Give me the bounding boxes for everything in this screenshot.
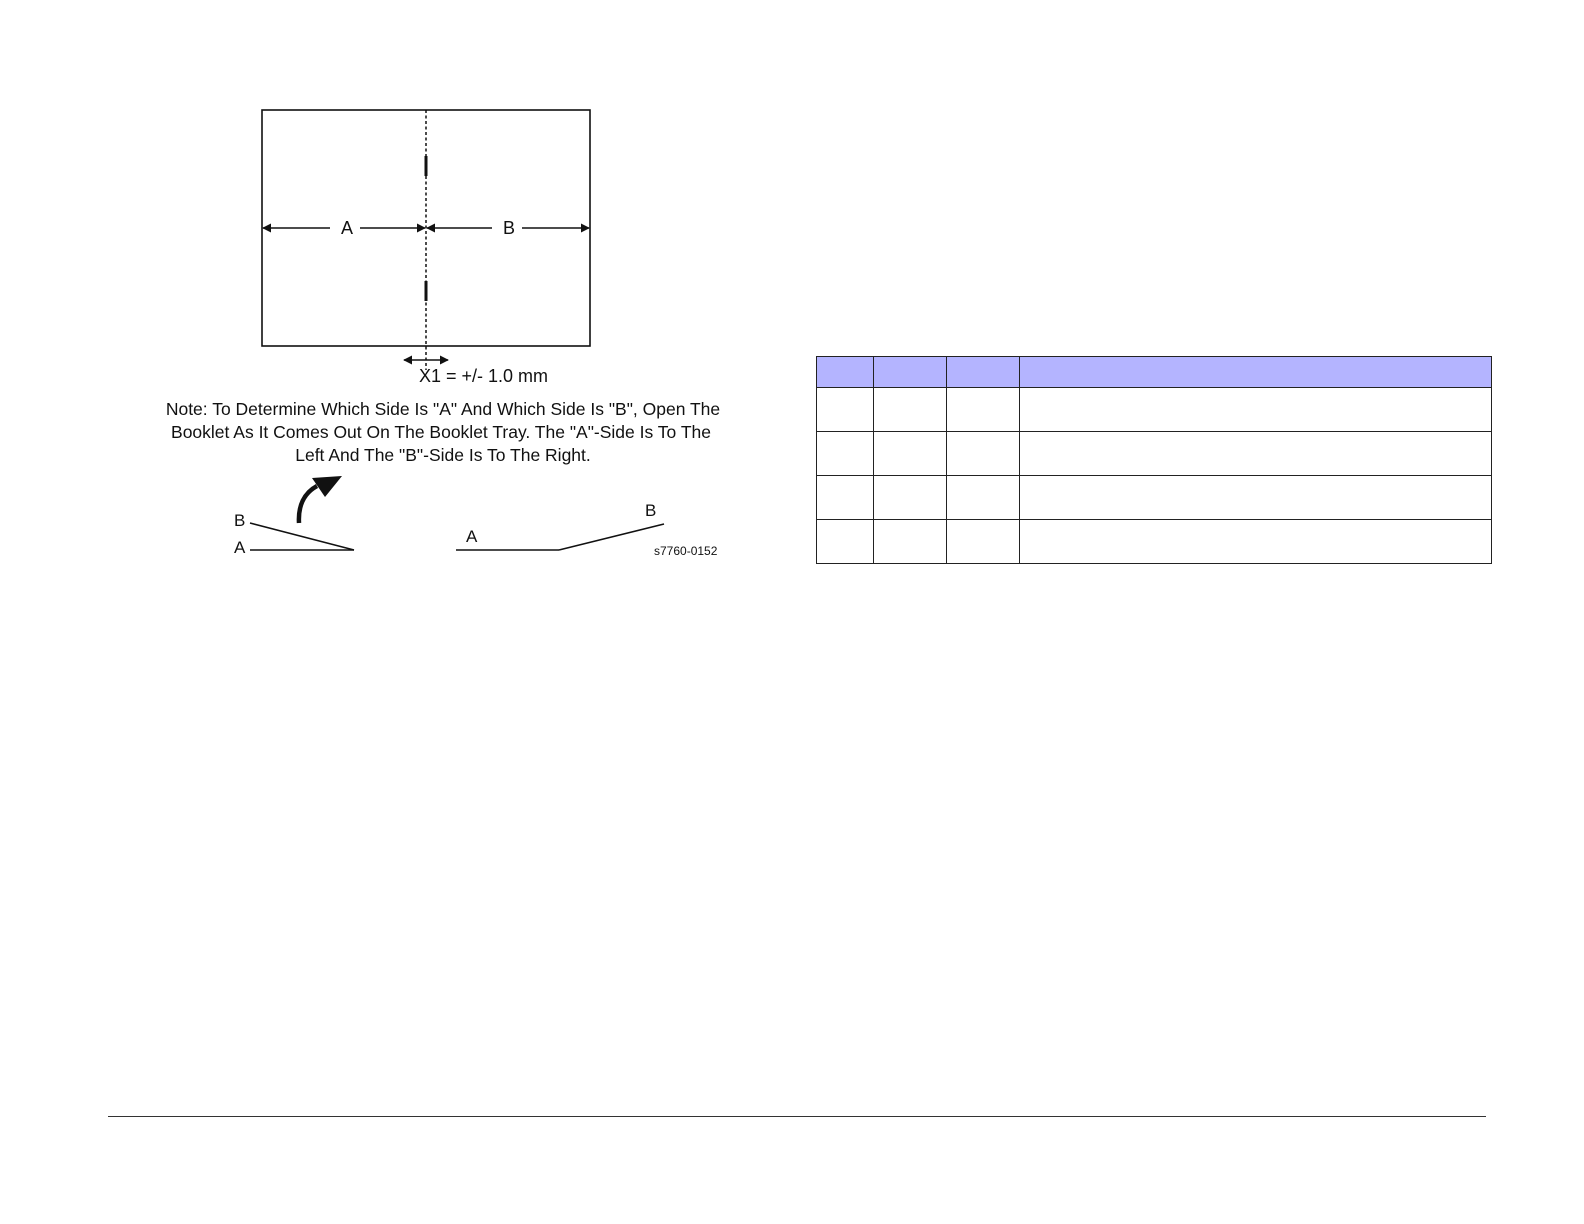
dimension-b-label: B [502,218,516,238]
table-cell [1020,476,1492,520]
table-cell [1020,388,1492,432]
booklet-closed-top-sheet [250,523,354,550]
table-cell [817,432,874,476]
table-header-row [817,357,1492,388]
booklet-closed-label-b: B [234,511,246,530]
footer-divider [108,1116,1486,1117]
table-cell [874,388,947,432]
table-row [817,432,1492,476]
note-line-1: Note: To Determine Which Side Is "A" And Which Side Is "B", Open The [165,399,721,419]
table-cell [817,388,874,432]
tolerance-label: X1 = +/- 1.0 mm [419,366,549,386]
booklet-open-label-a: A [466,527,478,546]
table-cell [1020,432,1492,476]
table-cell [874,432,947,476]
booklet-closed-label-a: A [234,538,246,557]
table-row [817,388,1492,432]
booklet-open-right-sheet [559,524,664,550]
table-row [817,520,1492,564]
table-cell [874,476,947,520]
table-header-cell [947,357,1020,388]
spec-table [816,356,1492,564]
table-cell [947,476,1020,520]
open-direction-arrow-icon [299,486,317,523]
table-row [817,476,1492,520]
table-cell [817,520,874,564]
table-cell [817,476,874,520]
table-cell [1020,520,1492,564]
booklet-open-label-b: B [645,501,657,520]
table-cell [874,520,947,564]
figure-id: s7760-0152 [654,544,718,558]
table-header-cell [874,357,947,388]
table-cell [947,388,1020,432]
table-header-cell [817,357,874,388]
dimension-a-label: A [340,218,354,238]
note-line-2: Booklet As It Comes Out On The Booklet Tray. The "A"-Side Is To The [171,422,711,442]
note-line-3: Left And The "B"-Side Is To The Right. [295,445,591,465]
table-cell [947,432,1020,476]
table-cell [947,520,1020,564]
table-header-cell [1020,357,1492,388]
